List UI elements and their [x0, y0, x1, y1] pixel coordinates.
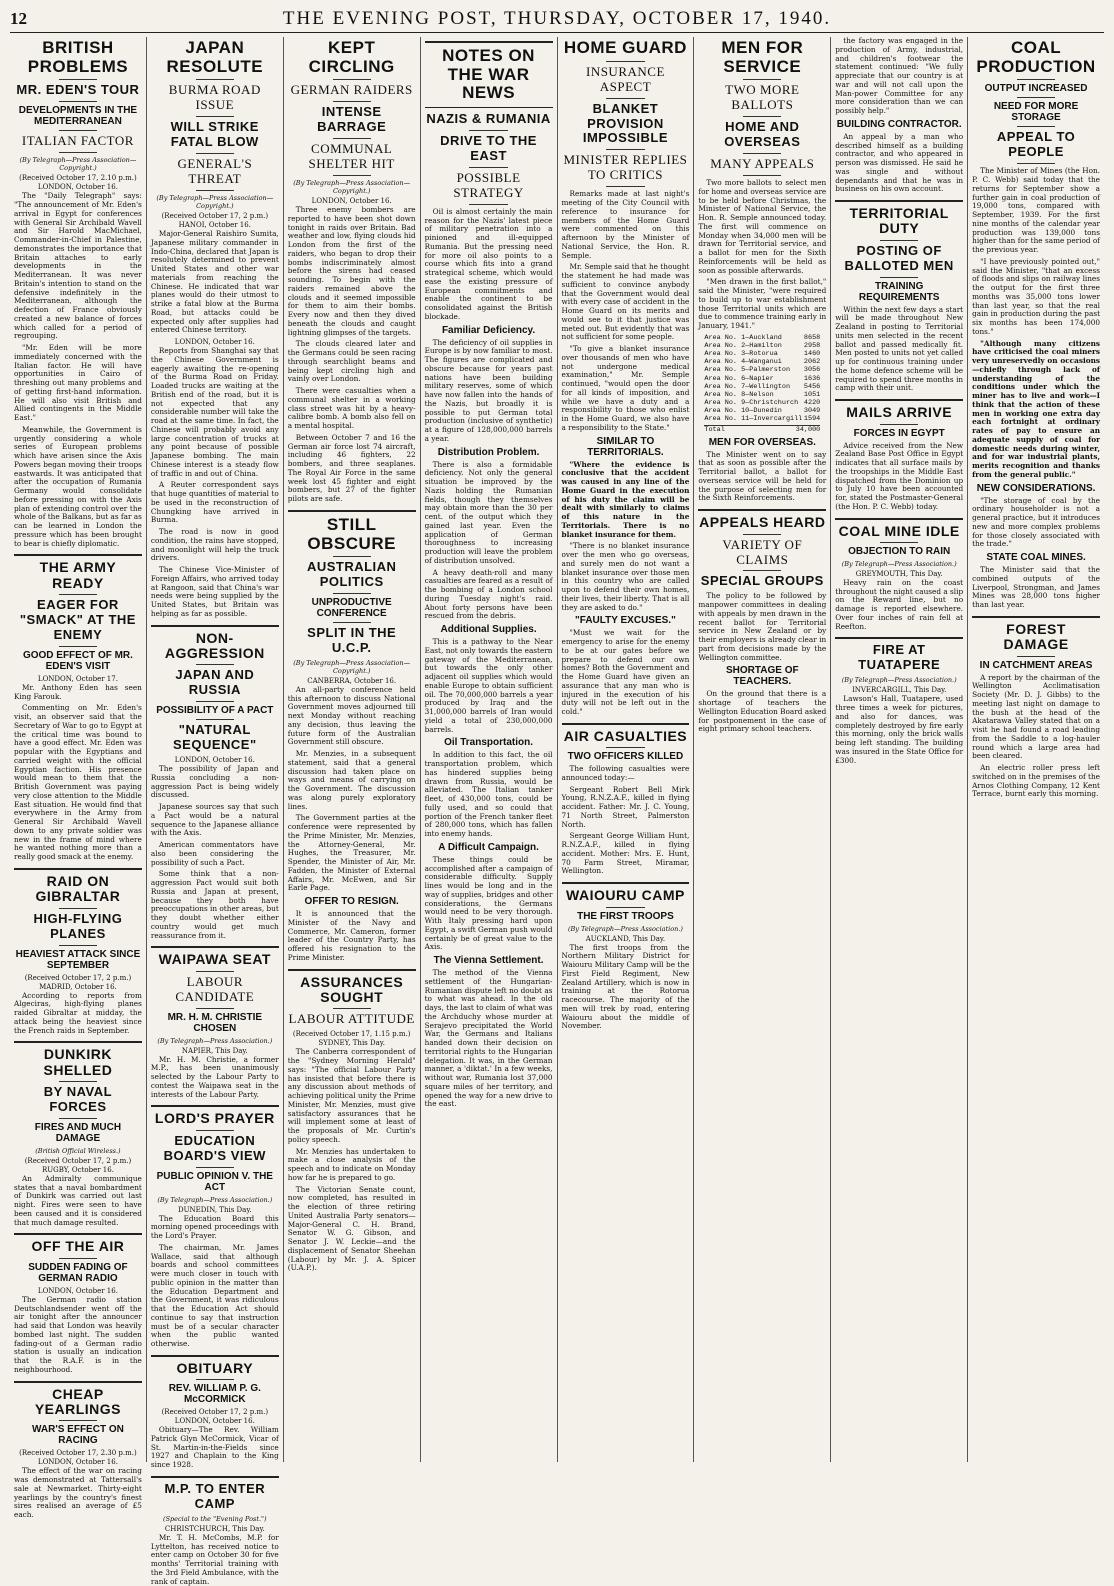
- subheadline: BY NAVAL FORCES: [43, 1084, 113, 1114]
- dateline: CANBERRA, October 16.: [307, 676, 397, 685]
- received-line: (Received October 17, 2 p.m.): [161, 1408, 269, 1417]
- dateline: LONDON, October 16.: [37, 1286, 118, 1295]
- subheadline: THE FIRST TROOPS: [577, 910, 674, 922]
- paragraph: The German radio station Deutschlandsender went off the air tonight after the announcer had said that London was heavily bombed last night. The sudden fading-out of a German radio station is usually an indication that the R.A.F. is in the neighbourhood.: [14, 1294, 142, 1374]
- subheadline: NAZIS & RUMANIA: [426, 111, 551, 127]
- subheadline: REV. WILLIAM P. G. McCORMICK: [168, 1383, 261, 1406]
- page-number: 12: [10, 9, 27, 28]
- credit: (By Telegraph—Press Association.): [567, 924, 683, 933]
- headline: COAL PRODUCTION: [976, 38, 1096, 76]
- paragraph: Sergeant George William Hunt, R.N.Z.A.F., killed in flying accident. Mother: Mrs. E. Hunt, 70 Farm Street, Miramar, Wellington.: [561, 831, 690, 876]
- paragraph: Mr. Menzies has undertaken to make a close analysis of the speech and to indicate on Monday how far he is prepared to go.: [287, 1146, 416, 1182]
- ballot-table: [704, 334, 820, 434]
- subheadline: OBJECTION TO RAIN: [848, 545, 951, 557]
- columns: [10, 36, 1104, 1586]
- subheadline: INSURANCE ASPECT: [585, 63, 665, 94]
- paragraph: Mr. H. M. Christie, a former M.P., has been unanimously selected by the Labour Party to contest the Waipawa seat in the interests of the Labour Party.: [150, 1054, 279, 1099]
- credit: (British Official Wireless.): [35, 1146, 121, 1155]
- headline: TERRITORIAL DUTY: [849, 205, 949, 237]
- credit: (Special to the "Evening Post."): [163, 1514, 267, 1523]
- section-head: BUILDING CONTRACTOR.: [836, 118, 962, 130]
- paragraph: Major-General Raishiro Sumita, Japanese military commander in Indo-China, declared that Japan is resolutely determined to prevent United States and other war materials from reaching the Chinese. He indicated that war planes would do their utmost to strike a fatal blow at the Burma Road, but attacks could be expected only after supplies had entered Chinese territory.: [150, 229, 279, 335]
- paragraph: Three enemy bombers are reported to have been shot down tonight in raids over Britain. Bad weather and low, flying clouds hid London from the first of the raiders, who began to drop their bombs indiscriminately almost before the sirens had ceased sounding. To begin with the raiders remained above the clouds and it seemed impossible for them to aim their bombs. Every now and then they dived beneath the clouds and caught lightning glimpses of the targets.: [287, 205, 416, 337]
- paragraph: Between October 7 and 16 the German air force lost 74 aircraft, including 46 fighters, 22 bombers, and three seaplanes. The Royal Air Force in the same week lost 45 fighter and eight bombers, but 27 of the fighter pilots are safe.: [287, 432, 416, 504]
- paragraph: An all-party conference held this afternoon to discuss National Government moves adjourned till next Monday without reaching any decision, thus leaving the future form of the Australian Government still obscure.: [287, 684, 416, 747]
- table-row: Area No. 3—Rotorua 1460: [704, 350, 821, 359]
- paragraph: In addition to this fact, the oil transportation problem, which has hindered supplies being drawn from Russia, would be alleviated. The Italian tanker fleet, of 430,000 tons, could be fully used, and so could that portion of the French tanker fleet of 280,000 tons, which has fallen into enemy hands.: [424, 750, 553, 838]
- paragraph: Obituary—The Rev. William Patrick Glyn McCormick, Vicar of St. Martin-in-the-Fields since 1927 and Chaplain to the King since 1928.: [150, 1425, 279, 1470]
- paragraph: Within the next few days a start will be made throughout New Zealand in posting to Territorial units men selected in the recent ballot and passed medically fit. Men posted to units not yet called up for continuous training under the home defence scheme will be required to spend three months in camp with their unit.: [835, 304, 964, 393]
- subheadline: SPLIT IN THE U.C.P.: [307, 625, 397, 655]
- subheadline: FIRES AND MUCH DAMAGE: [34, 1121, 122, 1144]
- dateline: LONDON, October 16.: [37, 183, 118, 192]
- column-4: [420, 37, 557, 1462]
- subheadline: TRAINING REQUIREMENTS: [858, 280, 940, 303]
- subheadline: AUSTRALIAN POLITICS: [306, 559, 397, 590]
- paragraph: A heavy death-roll and many casualties are feared as a result of the bombing of a London school during Tuesday night's raid. About forty persons have been rescued from the debris.: [424, 567, 553, 621]
- dateline: LONDON, October 16.: [37, 1458, 118, 1467]
- subheadline: POSSIBILITY OF A PACT: [156, 705, 274, 717]
- headline: LORD'S PRAYER: [154, 1110, 275, 1127]
- headline: JAPAN RESOLUTE: [166, 38, 264, 76]
- section-head: Distribution Problem.: [437, 446, 540, 458]
- credit: (By Telegraph—Press Association.): [157, 1036, 273, 1045]
- headline: FIRE AT TUATAPERE: [858, 642, 941, 673]
- credit: (By Telegraph—Press Association.): [841, 559, 957, 568]
- headline: COAL MINE IDLE: [838, 522, 960, 539]
- column-1: [10, 37, 146, 1520]
- paragraph: Mr. Menzies, in a subsequent statement, said that a general discussion had taken place on ways and means of carrying on the Government. The discussion was along purely exploratory lines.: [287, 749, 416, 811]
- subheadline: VARIETY OF CLAIMS: [722, 536, 803, 567]
- paragraph: The deficiency of oil supplies in Europe is by now familiar to most. The figures are complicated and obscure because for years past nations have been building military reserves, some of which have now fallen into the hands of the Nazis, but broadly it is possible to put German total production (inclusive of synthetic) at a figure of 128,000,000 barrels a year.: [424, 337, 553, 443]
- paragraph: The clouds cleared later and the Germans could be seen racing through searchlight beams and being kept circling high and vainly over London.: [287, 339, 416, 384]
- subheadline: DEVELOPMENTS IN THE MEDITERRANEAN: [18, 105, 138, 128]
- headline: OFF THE AIR: [31, 1238, 125, 1255]
- paragraph: The possibility of Japan and Russia concluding a non-aggression Pact is being widely discussed.: [150, 764, 279, 800]
- paragraph: Heavy rain on the coast throughout the night caused a slip on the Reward line, but no damage is reported elsewhere. Over four inches of rain fell at Reefton.: [835, 577, 964, 631]
- subheadline: UNPRODUCTIVE CONFERENCE: [311, 597, 392, 620]
- headline: DUNKIRK SHELLED: [43, 1046, 113, 1078]
- headline: NON-AGGRESSION: [164, 629, 265, 661]
- dateline: CHRISTCHURCH, This Day.: [164, 1524, 265, 1533]
- paragraph: The first troops from the Northern Military District for Waiouru Military Camp will be the First Field Regiment, New Zealand Artillery, which is now in training at the Rotorua racecourse. The majority of the men will trek by road, entering Waiouru about the middle of November.: [561, 942, 690, 1031]
- paragraph: The effect of the war on racing was demonstrated at Tattersall's sale at Newmarket. Thirty-eight yearlings by the country's finest sires realised an average of £5 each.: [14, 1466, 142, 1520]
- paragraph: Two more ballots to select men for home and overseas service are to be held before Christmas, the Minister of National Service, the Hon. R. Semple announced today. The first will commence on Monday when 34,000 men will be drawn for Territorial service, and a ballot for men for the Sixth Reinforcements will be held as soon as possible afterwards.: [698, 178, 827, 275]
- column-7: [830, 37, 967, 1462]
- dateline: NAPIER, This Day.: [181, 1046, 248, 1055]
- subheadline: TWO OFFICERS KILLED: [567, 751, 684, 763]
- paragraph: The Canberra correspondent of the "Sydney Morning Herald" says: "The official Labour Party has insisted that before there is any discussion about methods of achieving political unity the Prime Minister, Mr. Menzies, must give satisfactory assurances that he will implement some at least of the proposals of Mr. Curtin's policy speech.: [287, 1047, 416, 1144]
- paragraph: A Reuter correspondent says that huge quantities of material to be used in the reconstruction of Chungking have arrived in Burma.: [150, 480, 279, 525]
- headline: WAIPAWA SEAT: [158, 951, 271, 968]
- paragraph: "To give a blanket insurance over thousands of men who have not undergone medical examination," Mr. Semple continued, "would open the door for all kinds of imposition, and while we have a duty and a responsibility to those who enlist in the Home Guard, we also have a responsibility to the State.": [561, 344, 690, 432]
- subheadline: MANY APPEALS: [710, 156, 815, 172]
- credit: (By Telegraph—Press Association—Copyright.): [293, 658, 411, 675]
- section-head: Additional Supplies.: [440, 624, 537, 635]
- newspaper-title: THE EVENING POST, THURSDAY, OCTOBER 17, 1940.: [282, 8, 832, 29]
- headline: APPEALS HEARD: [699, 514, 826, 531]
- paragraph: "The storage of coal by the ordinary householder is not a general practice, but it introduces new and more complex problems for those closely associated with the trade.": [972, 495, 1100, 549]
- subheadline: APPEAL TO PEOPLE: [996, 129, 1076, 160]
- dateline: DUNEDIN, This Day.: [178, 1205, 252, 1214]
- headline: MAILS ARRIVE: [846, 404, 953, 421]
- subheadline: ITALIAN FACTOR: [21, 133, 134, 149]
- paragraph: An appeal by a man who described himself as a building contractor, and who appeared in person was dismissed. He said he was single and without dependants and that he was in business on his own account.: [835, 131, 964, 194]
- paragraph: "Where the evidence is conclusive that the accident was caused in any line of the Home Guard in the execution of his duty the claim will be dealt with similarly to claims of this nature in the Territorials. There is no blanket insurance for them.: [561, 459, 690, 539]
- paragraph: "Mr. Eden will be more immediately concerned with the Italian factor. He will have opportunities in Cairo of threshing out many problems and of getting first-hand information. He will also visit British and Allied contingents in the Middle East.": [14, 343, 142, 422]
- received-line: (Received October 17, 2.10 p.m.): [19, 174, 137, 183]
- paragraph: Oil is almost certainly the main reason for the Nazis' latest piece of military penetration into a pinioned and ill-equipped Rumania. But the pressing need for more oil also points to a course which fits into a grand strategical scheme, which would ease the existing pressure of European commitments and enable the continent to be consolidated against the British blockade.: [424, 206, 553, 321]
- paragraph: Advice received from the New Zealand Base Post Office in Egypt indicates that all surface mails by the troopships in the Middle East dispatched from the Dominion up to July 10 have been accounted for, stated the Postmaster-General (the Hon. P. C. Webb) today.: [835, 440, 964, 511]
- table-row: Area No. 1—Auckland 8658: [704, 333, 821, 342]
- paragraph: "Must we wait for the emergency to arise for the enemy to be at our gates before we prepare to defend our own homes? Both the Government and the Home Guard have given an assurance that any man who is injured in the execution of his duty will not be left out in the cold.": [561, 628, 690, 716]
- subheadline: JAPAN AND RUSSIA: [175, 667, 255, 698]
- column-6: [693, 37, 830, 1462]
- dateline: RUGBY, October 16.: [41, 1165, 114, 1174]
- credit: (By Telegraph—Press Association.): [841, 676, 957, 685]
- table-total: Total 34,000: [704, 425, 821, 434]
- paragraph: There were casualties when a communal shelter in a working class street was hit by a heavy-calibre bomb. A bomb also fell on a mental hospital.: [287, 386, 416, 431]
- subheadline: MR. H. M. CHRISTIE CHOSEN: [167, 1011, 263, 1034]
- dateline: LONDON, October 17.: [37, 674, 118, 683]
- section-head: MEN FOR OVERSEAS.: [708, 436, 816, 448]
- table-row: Area No. 6—Napier 1636: [704, 374, 821, 383]
- section-head: "FAULTY EXCUSES.": [575, 615, 676, 627]
- subheadline: TWO MORE BALLOTS: [725, 82, 800, 113]
- paragraph: Some think that a non-aggression Pact would suit both Russia and Japan at present, because they both have preoccupations in other areas, but they doubt whether either country would get much reassurance from it.: [150, 869, 279, 940]
- subheadline: WAR'S EFFECT ON RACING: [32, 1424, 124, 1447]
- section-head: STATE COAL MINES.: [986, 552, 1086, 563]
- headline: AIR CASUALTIES: [563, 727, 688, 744]
- headline: FOREST DAMAGE: [1003, 620, 1069, 653]
- paragraph: The policy to be followed by manpower committees in dealing with appeals by men drawn in the recent ballot for Territorial service in New Zealand or by their employers is already clear in part from decisions made by the Wellington committee.: [698, 591, 827, 662]
- paragraph: A report by the chairman of the Wellington Acclimatisation Society (Mr. D. J. Gibbs) to the meeting last night on damage to the bush at the head of the Akatarawa Valley stated that on a visit he had found a road leading from the Saddle to a log-hauler round which a large area had been cleared.: [972, 672, 1100, 761]
- paragraph: Commenting on Mr. Eden's visit, an observer said that the Secretary of War to go to Egypt at the critical time was bound to have a good effect. Mr. Eden was popular with the Egyptians and carried weight with the official Egyptian faction. His presence would mean to them that the British Government was paying very close attention to the Middle East situation. He would find that everywhere in the Army from General Sir Archibald Wavell down to any private soldier was new in the frame of mind where he wanted nothing more than a really good smack at the enemy.: [14, 703, 142, 862]
- received-line: (Received October 17, 2 p.m.): [24, 973, 132, 982]
- paragraph: the factory was engaged in the production of Army, industrial, and children's footwear the statement continued: "We fully appreciate that our country is at war and will not call upon the Man-power Committee for any more consideration than we can possibly help.": [835, 36, 964, 115]
- dateline: AUCKLAND, This Day.: [585, 934, 666, 943]
- received-line: (Received October 17, 2 p.m.): [161, 212, 269, 220]
- paragraph: The Minister went on to say that as soon as possible after the Territorial ballot, a ballot for overseas service will be held for the purpose of selecting men for the Sixth Reinforcements.: [698, 449, 827, 503]
- paragraph: American commentators have also been considering the possibility of such a Pact.: [150, 840, 279, 867]
- subheadline: LABOUR CANDIDATE: [175, 973, 255, 1004]
- dateline: INVERCARGILL, This Day.: [851, 686, 947, 695]
- subheadline: HEAVIEST ATTACK SINCE SEPTEMBER: [15, 948, 141, 971]
- dateline: SYDNEY, This Day.: [318, 1039, 386, 1048]
- dateline: HANOI, October 16.: [178, 221, 251, 229]
- paragraph: The chairman, Mr. James Wallace, said that although boards and school committees were much closer in touch with public opinion in the matter than the Education Department and the Government, it was ridiculous that the Education Act should continue to say that instruction must be of a secular character when the public wanted otherwise.: [150, 1242, 279, 1349]
- paragraph: "I have previously pointed out," said the Minister, "that an excess of floods and slips on railway lines the output for the first three months was 35,000 tons lower than last year, so that the real gain in production during the past six months has been 174,000 tons.": [972, 256, 1100, 336]
- credit: (By Telegraph—Press Association—Copyright.): [293, 179, 411, 196]
- credit: (By Telegraph—Press Association—Copyright.): [19, 156, 137, 173]
- subheadline: WILL STRIKE FATAL BLOW: [170, 119, 259, 150]
- dateline: GREYMOUTH, This Day.: [855, 569, 943, 578]
- subheadline: MR. EDEN'S TOUR: [16, 82, 140, 98]
- dateline: LONDON, October 16.: [311, 197, 392, 206]
- paragraph: It is announced that the Minister of the Navy and Commerce, Mr. Cameron, former leader of the Country Party, has offered his resignation to the Prime Minister.: [287, 909, 416, 962]
- subheadline: HIGH-FLYING PLANES: [33, 910, 123, 941]
- subheadline: GENERAL'S THREAT: [177, 156, 253, 187]
- table-row: Area No. 8—Nelson 1051: [704, 390, 821, 399]
- paragraph: Mr. Anthony Eden has seen King Farouk.: [14, 682, 142, 701]
- section-head: OFFER TO RESIGN.: [304, 896, 399, 908]
- subheadline: BLANKET PROVISION IMPOSSIBLE: [582, 100, 669, 146]
- paragraph: Meanwhile, the Government is urgently considering a whole series of European problems which have arisen since the Axis Powers began moving their troops eastwards. It was anticipated that after the occupation of Rumania Germany would consolidate before pressing on with the Axis plan of extending control over the whole of the Balkans, but as far as can be learned in London the pressure which has been brought to bear is chiefly diplomatic.: [14, 424, 142, 548]
- table-row: Area No. 4—Wanganui 2062: [704, 358, 821, 367]
- table-row: Area No. 10—Dunedin 3049: [704, 407, 821, 416]
- headline: M.P. TO ENTER CAMP: [164, 1480, 266, 1511]
- subheadline: POSSIBLE STRATEGY: [453, 169, 524, 200]
- table-row: Area No. 9—Christchurch 4220: [704, 399, 821, 408]
- paragraph: The Chinese Vice-Minister of Foreign Affairs, who arrived today at Rangoon, said that China's war needs were being supplied by the United States, but Britain was helping as far as possible.: [150, 565, 279, 618]
- subheadline: OUTPUT INCREASED: [984, 83, 1088, 95]
- paragraph: This is a pathway to the Near East, not only towards the eastern gateway of the Mediterranean, but towards the only other adjacent oil supplies which would enable Europe to obtain sufficient oil. The 70,000,000 barrels a year produced by Iraq and the 31,000,000 barrels of Iran would yield a total of 230,000,000 barrels.: [424, 637, 553, 734]
- section-head: A Difficult Campaign.: [438, 841, 539, 853]
- paragraph: There is also a formidable deficiency. Not only the general situation be improved by the Nazis holding the Rumanian fields, though they themselves may obtain more than the 30 per cent. of the output which they gained last year. Even the application of German thoroughness to increasing production will leave the problem of distribution unsolved.: [424, 459, 553, 565]
- headline: ASSURANCES SOUGHT: [300, 973, 404, 1006]
- headline: OBITUARY: [176, 1359, 254, 1376]
- headline: STILL OBSCURE: [307, 514, 396, 553]
- paragraph: Mr. Semple said that he thought the statement he had made was sufficient to convince anybody that the Government would deal with every case of accident in the Home Guard on its merits and would see to it that justice was meted out. But evidently that was not sufficient for some people.: [561, 262, 690, 342]
- subheadline: "NATURAL SEQUENCE": [173, 722, 257, 753]
- credit: (By Telegraph—Press Association—Copyright.): [156, 194, 274, 210]
- paragraph: "Although many citizens have criticised the coal miners very unreservedly on occasions—chiefly through lack of understanding of the conditions under which the miner has to live and work—I think that the action of these men in working one extra day each fortnight at ordinary rates of pay to ensure an adequate supply of coal for domestic needs during winter, and for war industrial plants, merits recognition and thanks from the general public.": [972, 338, 1100, 479]
- headline: CHEAP YEARLINGS: [34, 1385, 122, 1417]
- dateline: LONDON, October 16.: [174, 338, 255, 346]
- headline: RAID ON GIBRALTAR: [35, 872, 121, 905]
- subheadline: DRIVE TO THE EAST: [440, 133, 537, 163]
- credit: (By Telegraph—Press Association.): [157, 1195, 273, 1204]
- dateline: MADRID, October 16.: [39, 982, 117, 991]
- subheadline: NEED FOR MORE STORAGE: [993, 101, 1079, 124]
- section-head: SIMILAR TO TERRITORIALS.: [587, 435, 664, 458]
- section-head: Oil Transportation.: [444, 737, 534, 749]
- column-2: [146, 37, 283, 1586]
- paragraph: An Admiralty communique states that a naval bombardment of Dunkirk was carried out last night. Fires were seen to have been caused and it is considered that much damage resulted.: [14, 1173, 142, 1227]
- paragraph: Mr. T. H. McCombs, M.P. for Lyttelton, has received notice to enter camp on October 30 for five months' Territorial training with the 3rd Field Ambulance, with the rank of captain.: [150, 1532, 279, 1586]
- headline: KEPT CIRCLING: [308, 38, 395, 76]
- paragraph: Japanese sources say that such a Pact would be a natural sequence to the Japanese alliance with the Axis.: [150, 802, 279, 838]
- paragraph: These things could be accomplished after a campaign of considerable difficulty. Supply lines would be long and in the way of supplies, bridges and other considerations, the Germans would need to be very thorough. With Italy pressing hard upon Egypt, a swift German push would certainly be of great value to the Axis.: [424, 854, 553, 952]
- headline: BRITISH PROBLEMS: [27, 38, 129, 76]
- paragraph: According to reports from Algeciras, high-flying planes raided Gibraltar at midday, the attack being the heaviest since the French raids in September.: [14, 990, 142, 1035]
- section-head: Familiar Deficiency.: [441, 324, 536, 336]
- subheadline: POSTING OF BALLOTED MEN: [844, 242, 954, 273]
- paragraph: The Minister of Mines (the Hon. P. C. Webb) said today that the returns for September show a further gain in coal production of 19,000 tons, compared with September, 1939. For the first nine months of the calendar year production was 139,000 tons higher than for the same period of the previous year.: [972, 166, 1100, 254]
- paragraph: The following casualties were announced today:—: [561, 764, 690, 782]
- subheadline: SUDDEN FADING OF GERMAN RADIO: [28, 1261, 128, 1284]
- paragraph: "There is no blanket insurance over the men who go overseas, and surely men do not want a blanket insurance over those men in this country who are called upon to defend their own homes, their lives, their liberty. That is all they are asked to do.": [561, 541, 690, 612]
- subheadline: EAGER FOR "SMACK" AT THE ENEMY: [19, 597, 136, 642]
- paragraph: On the ground that there is a shortage of teachers the Wellington Education Board asked for postponement in the case of eight primary school teachers.: [698, 689, 827, 734]
- section-head: NEW CONSIDERATIONS.: [976, 482, 1096, 494]
- paragraph: The Minister said that the combined outputs of the Liverpool, Strongman, and James Mines was 28,000 tons higher than last year.: [972, 565, 1100, 609]
- subheadline: EDUCATION BOARD'S VIEW: [163, 1132, 266, 1163]
- headline: NOTES ON THE WAR NEWS: [442, 46, 535, 103]
- subheadline: GOOD EFFECT OF MR. EDEN'S VISIT: [22, 649, 133, 672]
- dateline: LONDON, October 16.: [174, 1417, 255, 1426]
- subheadline: BURMA ROAD ISSUE: [168, 82, 261, 113]
- table-row: Area No. 11—Invercargill 1594: [704, 415, 821, 424]
- paragraph: Reports from Shanghai say that the Chinese Government is eagerly awaiting the re-opening of the Burma Road on Friday. Loaded trucks are waiting at the British end of the road, but it is not expected that any considerable number will take the road at the same time. In fact, the Chinese will probably avoid any large concentration of trucks at any point because of possible Japanese bombing. The main Chinese interest is a steady flow of traffic in and out of China.: [150, 346, 279, 478]
- paragraph: The "Daily Telegraph" says: "The announcement of Mr. Eden's arrival in Egypt for conferences with General Sir Archibald Wavell and Sir Harold MacMichael, Commander-in-Chief in Palestine, demonstrates the importance that Britain attaches to early developments in the Mediterranean. It was never Britain's intention to stand on the defensive indefinitely in the Mediterranean, although the defection of France obviously created a new balance of forces which called for a period of regrouping.: [14, 191, 142, 341]
- section-head: SHORTAGE OF TEACHERS.: [726, 665, 799, 688]
- subheadline: COMMUNAL SHELTER HIT: [308, 141, 395, 172]
- masthead: [10, 6, 1104, 33]
- paragraph: Sergeant Robert Bell Mirk Young, R.N.Z.A.F., killed in flying accident. Father: Mr. J. C. Young, 71 North Street, Palmerston North.: [561, 784, 690, 829]
- table-row: Area No. 5—Palmerston 3056: [704, 366, 821, 375]
- paragraph: Lawson's Hall, Tuatapere, used three times a week for pictures, and also for dances, was completely destroyed by fire early this morning, only the brick walls being left standing. The building was insured in the State Office for £300.: [835, 694, 964, 765]
- dateline: LONDON, October 16.: [174, 756, 255, 765]
- section-head: The Vienna Settlement.: [433, 955, 544, 966]
- subheadline: GERMAN RAIDERS: [290, 82, 413, 98]
- paragraph: The method of the Vienna settlement of the Hungarian-Rumanian dispute left no doubt as to what was ahead. In the old days, the last to claim of what was the Archduchy whose murder at Serajevo precipitated the World War, the Germans and Italians handed down their decision on territorial rights to the Hungarian delegation. It was, in the German manner, a 'diktat.' In a few weeks, without war, Rumania lost 37,000 square miles of her territory, and opened the way for a new drive to the east.: [424, 968, 553, 1109]
- table-row: Area No. 2—Hamilton 2958: [704, 341, 821, 350]
- paragraph: The road is now in good condition, the rains have stopped, and moonlight will help the truck drivers.: [150, 527, 279, 563]
- subheadline: FORCES IN EGYPT: [853, 427, 945, 439]
- headline: WAIOURU CAMP: [566, 887, 685, 904]
- received-line: (Received October 17, 2 p.m.): [24, 1156, 132, 1165]
- headline: THE ARMY READY: [39, 559, 117, 591]
- headline: HOME GUARD: [563, 38, 687, 57]
- column-3: [283, 37, 420, 1462]
- subheadline: SPECIAL GROUPS: [700, 573, 824, 589]
- subheadline: HOME AND OVERSEAS: [724, 119, 801, 150]
- headline: MEN FOR SERVICE: [721, 38, 804, 76]
- column-8: [967, 37, 1104, 1462]
- subheadline: LABOUR ATTITUDE: [288, 1011, 415, 1027]
- subheadline: MINISTER REPLIES TO CRITICS: [563, 152, 688, 183]
- paragraph: Remarks made at last night's meeting of the City Council with reference to insurance for members of the Home Guard were commented on this afternoon by the Minister of National Service, the Hon. R. Semple.: [561, 189, 690, 260]
- received-line: (Received October 17, 1.15 p.m.): [292, 1030, 411, 1039]
- table-row: Area No. 7—Wellington 5456: [704, 382, 821, 391]
- subheadline: PUBLIC OPINION V. THE ACT: [156, 1170, 273, 1193]
- paragraph: The Government parties at the conference were represented by the Prime Minister, Mr. Menzies, the Attorney-General, Mr. Hughes, the Treasurer, Mr. Spender, the Minister of Air, Mr. Fadden, the Minister of External Affairs, Mr. McEwen, and Sir Earle Page.: [287, 813, 416, 893]
- paragraph: "Men drawn in the first ballot," said the Minister, "were required to build up to war establishment those Territorial units which are due to commence training early in January, 1941.": [698, 277, 827, 331]
- subheadline: INTENSE BARRAGE: [317, 104, 387, 135]
- paragraph: The Victorian Senate count, now completed, has resulted in the election of three retiring United Australia Party senators—Major-General C. H. Brand, Senator W. G. Gibson, and Senator J. W. Leckie—and the displacement of Senator Sheehan (Labour) by Mr. J. A. Spicer (U.A.P.).: [287, 1184, 416, 1273]
- received-line: (Received October 17, 2.30 p.m.): [19, 1449, 137, 1458]
- paragraph: The Education Board this morning opened proceedings with the Lord's Prayer.: [150, 1213, 279, 1241]
- subheadline: IN CATCHMENT AREAS: [979, 659, 1093, 671]
- paragraph: An electric roller press left switched on in the premises of the Arnos Clothing Company, 12 Kent Terrace, burnt early this morning.: [972, 763, 1100, 799]
- column-5: [557, 37, 694, 1462]
